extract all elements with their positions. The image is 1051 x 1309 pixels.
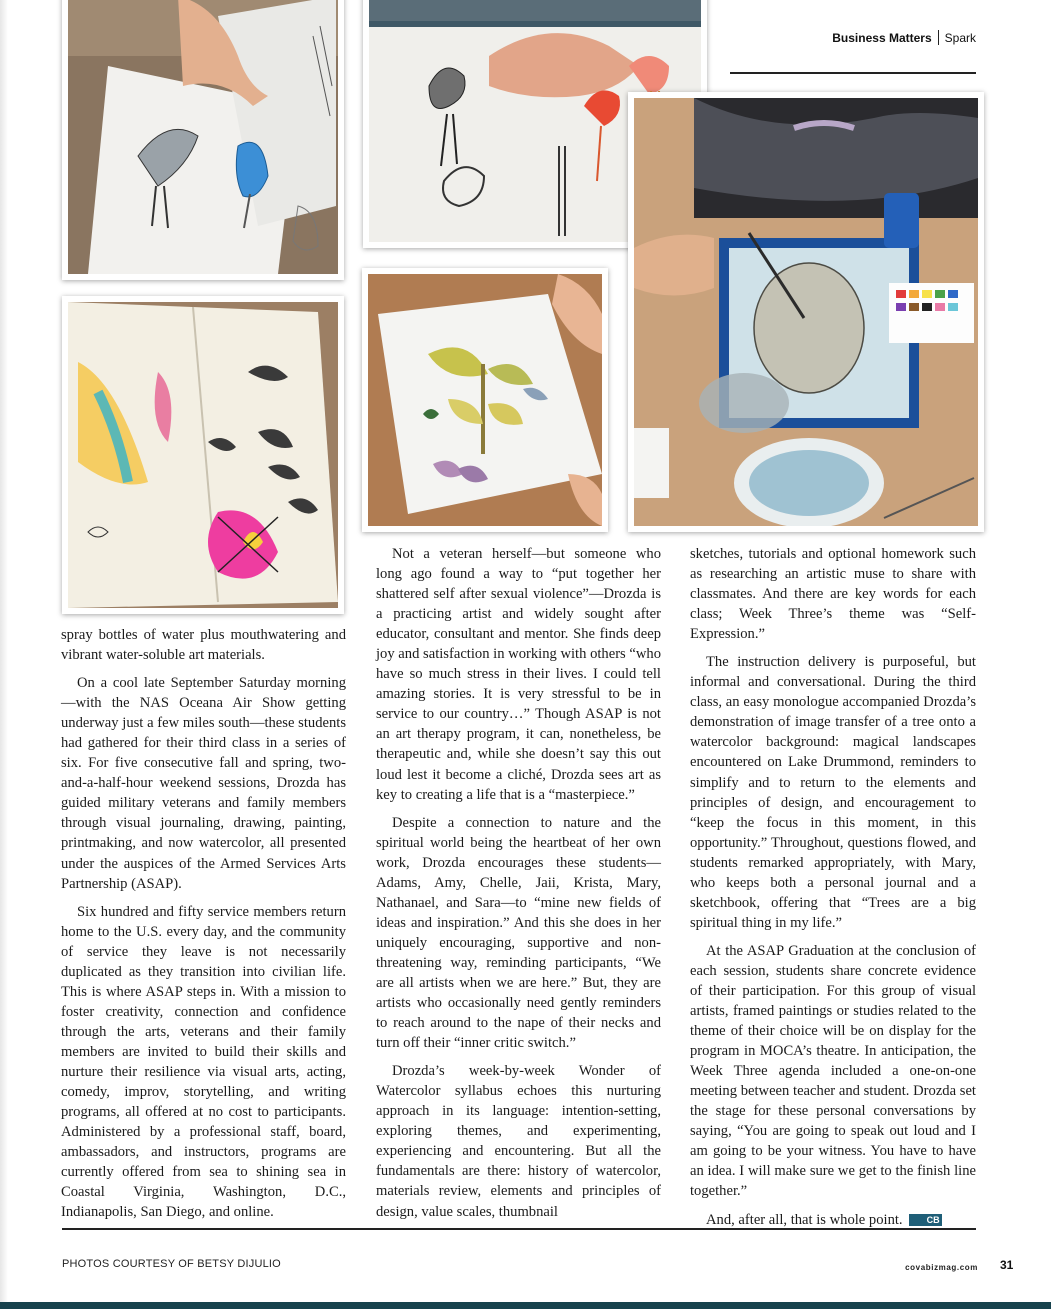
text-column-1: [61, 625, 346, 1230]
page-number: 31: [1000, 1258, 1014, 1272]
photo-credit: PHOTOS COURTESY OF BETSY DIJULIO: [62, 1258, 281, 1270]
closing-text: And, after all, that is whole point.: [706, 1211, 903, 1228]
photo-bird-journal: [62, 296, 344, 614]
running-header: [730, 30, 976, 45]
bottom-color-band: [0, 1302, 1051, 1309]
end-mark-logo: CB: [909, 1214, 942, 1226]
paragraph: The instruction delivery is purposeful, but informal and conversational. During the third class, an easy monologue accompanied Drozda’s demonstration of image transfer of a tree onto a watercolor background: magical landscapes encountered on Lake Drummond, reminders to simplify and to return to the elements and principles of design, and encouragement to “keep the focus in this moment, in this opportunity.” Throughout, questions flowed, and students remarked appropriately, with Mary, who keeps both a personal journal and a sketchbook, offering that “Trees are a big spiritual thing in my life.”: [690, 654, 976, 931]
site-url: covabizmag.com: [905, 1263, 978, 1272]
paragraph: Drozda’s week-by-week Wonder of Watercolor syllabus echoes this nurturing approach in its language: intention-setting, exploring themes, and experimenting, experiencing and encountering. But all the fundamentals are there: history of watercolor, materials review, elements and principles of design, value scales, thumbnail: [376, 1063, 661, 1220]
photo-insect-painting: [362, 268, 608, 532]
paragraph: At the ASAP Graduation at the conclusion of each session, students share concrete evidence of their participation. For this group of visual artists, framed paintings or studies related to the theme of their choice will be on display for the program in MOCA’s theatre. In anticipation, the Week Three agenda included a one-on-one meeting between teacher and student. Drozda set the stage for these personal conversations by saying, “You are going to speak out loud and I am going to be your witness. You have to have an idea. I will make sure we get to the finish line together.”: [690, 942, 976, 1200]
paragraph: Not a veteran herself—but someone who long ago found a way to “put together her shattered self after sexual violence”—Drozda is a practicing artist and widely sought after educator, consultant and mentor. She finds deep joy and satisfaction in working with others “who have so much stress in their lives. I could tell amazing stories. It is very stressful to be in service to our country…” Though ASAP is not an art therapy program, it can, nonetheless, be therapeutic and, while she doesn’t say this out loud lest it become a cliché, Drozda sees art as key to creating a life that is a “masterpiece.”: [376, 546, 661, 803]
paragraph: Despite a connection to nature and the spiritual world being the heartbeat of her own work, Drozda encourages these students—Adams, Amy, Chelle, Jaii, Krista, Mary, Nathanael, and Sara—to “mine new fields of ideas and inspiration.” And this she does in her uniquely encouraging, supportive and non-threatening way, reminding participants, “We are all artists when we are here.” But, they are artists who occasionally need gently reminders to reach around to the nape of their necks and turn off their “inner critic switch.”: [376, 814, 661, 1052]
text-column-2: [376, 544, 661, 1230]
section-title: Business Matters: [832, 31, 932, 45]
photo-heron-sketches: [62, 0, 344, 280]
closing-paragraph: [690, 1210, 976, 1230]
paragraph: spray bottles of water plus mouthwatering and vibrant water-soluble art materials.: [61, 627, 346, 664]
paragraph: Six hundred and fifty service members return home to the U.S. every day, and the community of service they leave is not necessarily duplicated as they transition into civilian life. This is where ASAP steps in. With a mission to foster creativity, connection and confidence through the arts, veterans and their family members are invited to build their skills and nurture their resilience via visual arts, acting, comedy, improv, storytelling, and writing programs, all offered at no cost to participants. Administered by a professional staff, board, ambassadors, and instructors, programs are currently offered from sea to shining sea in Coastal Virginia, Washington, D.C., Indianapolis, San Diego, and online.: [61, 903, 346, 1221]
text-column-3: [690, 544, 976, 1238]
page-spine-shadow: [0, 0, 8, 1309]
header-rule: [730, 72, 976, 74]
paragraph: sketches, tutorials and optional homework such as researching an artistic muse to share with classmates. And there are key words for each class; Week Three’s theme was “Self-Expression.”: [690, 546, 976, 643]
footer-rule: [62, 1228, 976, 1230]
subsection-title: Spark: [944, 31, 976, 45]
paragraph: On a cool late September Saturday morning—with the NAS Oceana Air Show getting underway just a few miles south—these students had gathered for their third class in a series of six. For five consecutive fall and spring, two-and-a-half-hour weekend sessions, Drozda has guided military veterans and family members through visual journaling, drawing, painting, printmaking, and now watercolor, all presented under the auspices of the Armed Services Arts Partnership (ASAP).: [61, 675, 346, 892]
header-divider: [938, 30, 939, 45]
photo-painting-demo: [628, 92, 984, 532]
